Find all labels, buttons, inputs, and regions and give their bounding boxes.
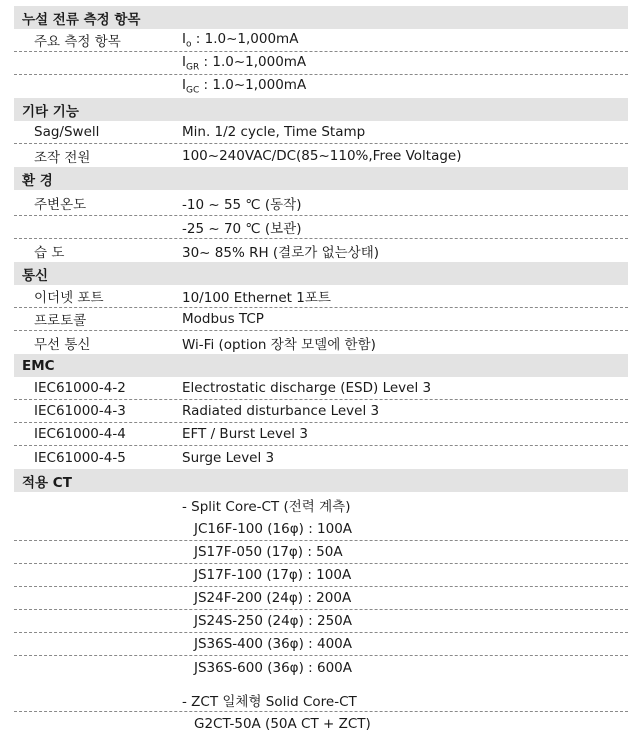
temp-label: 주변온도 <box>34 196 87 213</box>
ethernet-label: 이더넷 포트 <box>34 290 104 306</box>
emc-value: EFT / Burst Level 3 <box>182 426 308 442</box>
sag-label: Sag/Swell <box>34 124 100 140</box>
zct-title-row <box>14 689 628 712</box>
ct-item: JS17F-050 (17φ) : 50A <box>194 544 343 560</box>
temp-storage: -25 ~ 70 ℃ (보관) <box>182 221 302 237</box>
emc-row-1 <box>14 377 628 400</box>
split-core-title: - Split Core-CT (전력 계측) <box>182 499 351 515</box>
emc-row-2 <box>14 400 628 423</box>
wifi-row <box>14 331 628 354</box>
split-core-title-row <box>14 492 628 518</box>
ethernet-row <box>14 285 628 308</box>
section-title: EMC <box>22 357 55 374</box>
zct-item-row <box>14 712 628 735</box>
ct-item-row <box>14 564 628 587</box>
sag-value: Min. 1/2 cycle, Time Stamp <box>182 124 366 140</box>
wifi-label: 무선 통신 <box>34 336 91 353</box>
section-title: 기타 기능 <box>22 103 79 120</box>
power-label: 조작 전원 <box>34 149 91 166</box>
ct-item-row <box>14 518 628 541</box>
ethernet-value: 10/100 Ethernet 1포트 <box>182 290 331 306</box>
power-value: 100~240VAC/DC(85~110%,Free Voltage) <box>182 147 462 164</box>
leak-value-igc: $I_{GC}$ : 1.0~1,000mA <box>182 77 307 96</box>
section-title: 적용 CT <box>22 474 72 491</box>
emc-row-4 <box>14 446 628 469</box>
emc-value: Radiated disturbance Level 3 <box>182 403 380 419</box>
emc-label: IEC61000-4-4 <box>34 426 126 442</box>
leak-value-igr: $I_{GR}$ : 1.0~1,000mA <box>182 53 307 73</box>
zct-title: - ZCT 일체형 Solid Core-CT <box>182 694 357 710</box>
section-title: 통신 <box>22 267 49 284</box>
ct-item-row <box>14 587 628 610</box>
ct-item-row <box>14 610 628 633</box>
leak-value-io: $I_o$ : 1.0~1,000mA <box>182 30 299 50</box>
protocol-value: Modbus TCP <box>182 311 264 327</box>
humidity-label: 습 도 <box>34 244 65 261</box>
ct-item-row <box>14 656 628 679</box>
section-emc-header <box>14 354 628 377</box>
temp-row-1 <box>14 190 628 216</box>
ct-item-row <box>14 541 628 564</box>
leak-row-3 <box>14 75 628 98</box>
section-misc-header <box>14 98 628 121</box>
temp-row-2 <box>14 216 628 239</box>
leak-row-1 <box>14 29 628 52</box>
section-title: 환 경 <box>22 172 53 189</box>
protocol-label: 프로토콜 <box>34 313 87 329</box>
spec-table <box>14 0 628 735</box>
ct-item: JS24F-200 (24φ) : 200A <box>194 590 352 606</box>
ct-item: JS36S-400 (36φ) : 400A <box>194 636 352 652</box>
ct-item: JS36S-600 (36φ) : 600A <box>194 659 352 676</box>
humidity-value: 30~ 85% RH (결로가 없는상태) <box>182 244 380 261</box>
emc-value: Electrostatic discharge (ESD) Level 3 <box>182 380 432 396</box>
emc-label: IEC61000-4-2 <box>34 380 126 396</box>
wifi-value: Wi-Fi (option 장착 모델에 한함) <box>182 336 376 353</box>
section-comm-header <box>14 262 628 285</box>
leak-row-2 <box>14 52 628 75</box>
temp-operating: -10 ~ 55 ℃ (동작) <box>182 196 302 213</box>
protocol-row <box>14 308 628 331</box>
emc-value: Surge Level 3 <box>182 449 275 466</box>
main-items-label: 주요 측정 항목 <box>34 34 121 50</box>
sag-row <box>14 121 628 144</box>
section-ct-header <box>14 469 628 492</box>
emc-row-3 <box>14 423 628 446</box>
ct-item: JC16F-100 (16φ) : 100A <box>194 521 353 537</box>
zct-item: G2CT-50A (50A CT + ZCT) <box>194 715 371 732</box>
power-row <box>14 144 628 167</box>
emc-label: IEC61000-4-5 <box>34 449 126 466</box>
humidity-row <box>14 239 628 262</box>
section-leakage-header <box>14 6 628 29</box>
section-env-header <box>14 167 628 190</box>
ct-item: JS24S-250 (24φ) : 250A <box>194 613 352 629</box>
ct-item: JS17F-100 (17φ) : 100A <box>194 567 352 583</box>
emc-label: IEC61000-4-3 <box>34 403 126 419</box>
ct-item-row <box>14 633 628 656</box>
spacer <box>14 679 628 689</box>
section-title: 누설 전류 측정 항목 <box>22 11 141 28</box>
